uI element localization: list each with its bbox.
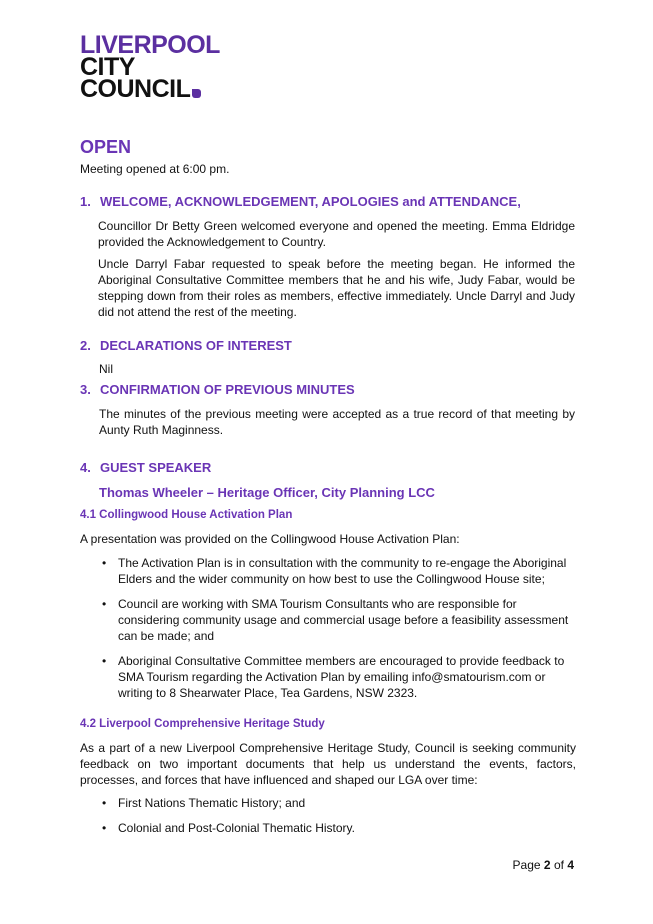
logo-mark-icon xyxy=(192,89,201,98)
bullet-icon: • xyxy=(102,597,107,611)
section-3-text: The minutes of the previous meeting were accepted as a true record of that meeting by Aunty Ruth Maginness. xyxy=(99,407,575,437)
list-item xyxy=(80,653,576,701)
section-1-para-1: Councillor Dr Betty Green welcomed everyone and opened the meeting. Emma Eldridge provided the Acknowledgement to Country. xyxy=(98,219,575,249)
page-number xyxy=(513,858,574,872)
section-4-title: GUEST SPEAKER xyxy=(100,460,212,475)
section-4-heading xyxy=(80,460,211,475)
section-4-number: 4. xyxy=(80,460,91,475)
of-label: of xyxy=(553,858,564,872)
section-3-number: 3. xyxy=(80,382,91,397)
logo-line-1: LIVERPOOL xyxy=(80,31,220,59)
subsection-4-1-list xyxy=(80,555,576,710)
section-3-title: CONFIRMATION OF PREVIOUS MINUTES xyxy=(100,382,355,397)
logo-line-3 xyxy=(80,75,220,103)
list-item-text: Aboriginal Consultative Committee members are encouraged to provide feedback to SMA Tourism regarding the Activation Plan by emailing info@smatourism.com or writing to 8 Shearwater Place, Tea Gardens, NSW 2323. xyxy=(118,654,565,700)
section-3-heading xyxy=(80,382,355,397)
section-2-text: Nil xyxy=(99,362,113,376)
section-1-heading xyxy=(80,194,521,209)
bullet-icon: • xyxy=(102,796,107,810)
open-text: Meeting opened at 6:00 pm. xyxy=(80,162,230,176)
section-2-number: 2. xyxy=(80,338,91,353)
section-2-heading xyxy=(80,338,292,353)
list-item xyxy=(80,820,576,836)
list-item-text: The Activation Plan is in consultation with the community to re-engage the Aboriginal Elders and the wider community on how best to use the Collingwood House site; xyxy=(118,556,567,586)
total-pages: 4 xyxy=(567,858,574,872)
current-page: 2 xyxy=(543,858,551,872)
list-item-text: Colonial and Post-Colonial Thematic History. xyxy=(118,821,355,835)
council-logo xyxy=(80,31,220,103)
bullet-icon: • xyxy=(102,654,107,668)
bullet-icon: • xyxy=(102,821,107,835)
list-item xyxy=(80,795,576,811)
list-item-text: First Nations Thematic History; and xyxy=(118,796,306,810)
logo-line-2: CITY xyxy=(80,53,135,81)
list-item-text: Council are working with SMA Tourism Consultants who are responsible for considering community usage and commercial usage before a feasibility assessment can be made; and xyxy=(118,597,569,643)
section-1-para-2: Uncle Darryl Fabar requested to speak before the meeting began. He informed the Aboriginal Consultative Committee members that he and his wife, Judy Fabar, would be stepping down from their roles as members, effective immediately. Uncle Darryl and Judy did not attend the rest of the meeting. xyxy=(98,257,575,319)
open-heading: OPEN xyxy=(80,137,132,157)
page-label: Page xyxy=(512,858,541,872)
subsection-4-1-intro: A presentation was provided on the Collingwood House Activation Plan: xyxy=(80,532,460,546)
subsection-4-2-list xyxy=(80,795,576,845)
list-item xyxy=(80,555,576,587)
subsection-4-2-intro: As a part of a new Liverpool Comprehensive Heritage Study, Council is seeking community feedback on two important documents that help us understand the events, factors, processes, and forces that have influenced and shaped our LGA over time: xyxy=(80,741,576,787)
list-item xyxy=(80,596,576,644)
logo-line-3-text: COUNCIL xyxy=(80,75,191,103)
bullet-icon: • xyxy=(102,556,107,570)
section-1-title: WELCOME, ACKNOWLEDGEMENT, APOLOGIES and ATTENDANCE, xyxy=(100,194,521,209)
section-1-number: 1. xyxy=(80,194,91,209)
subsection-4-2-heading: 4.2 Liverpool Comprehensive Heritage Study xyxy=(80,718,325,730)
guest-speaker-name: Thomas Wheeler – Heritage Officer, City Planning LCC xyxy=(99,485,435,500)
section-2-title: DECLARATIONS OF INTEREST xyxy=(100,338,292,353)
subsection-4-1-heading: 4.1 Collingwood House Activation Plan xyxy=(80,509,293,521)
